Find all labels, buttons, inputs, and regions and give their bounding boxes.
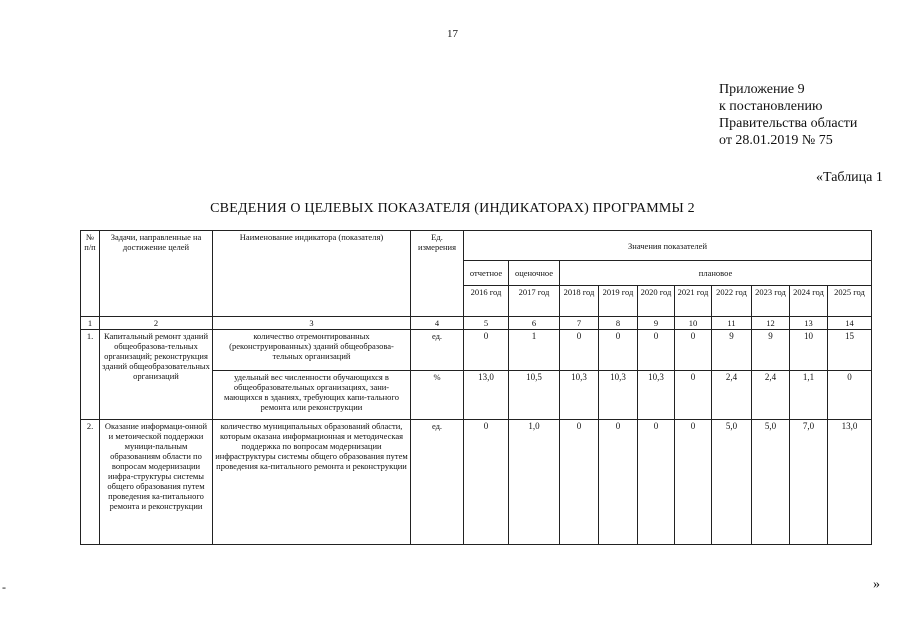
- value-cell: 0: [464, 420, 509, 545]
- indicator-name: удельный вес численности обучающихся в общеобразовательных организациях, зани-мающихся в зданиях, требующих капи-тального ремонта или реконструкции: [213, 371, 411, 420]
- header-unit: Ед. измерения: [411, 231, 464, 317]
- appendix-line: Правительства области: [719, 116, 858, 131]
- closing-quote: »: [873, 577, 880, 592]
- column-number: 11: [712, 317, 752, 330]
- year-header: 2022 год: [712, 286, 752, 317]
- unit-cell: %: [411, 371, 464, 420]
- row-number: 1.: [81, 330, 100, 420]
- value-cell: 2,4: [752, 371, 790, 420]
- appendix-line: от 28.01.2019 № 75: [719, 133, 833, 148]
- year-header: 2018 год: [560, 286, 599, 317]
- value-cell: 13,0: [828, 420, 872, 545]
- value-cell: 9: [752, 330, 790, 371]
- header-num: № п/п: [81, 231, 100, 317]
- column-number: 8: [599, 317, 638, 330]
- value-cell: 5,0: [712, 420, 752, 545]
- year-header: 2020 год: [638, 286, 675, 317]
- header-indicator: Наименование индикатора (показателя): [213, 231, 411, 317]
- column-number: 7: [560, 317, 599, 330]
- margin-dash: -: [2, 580, 6, 594]
- header-planned: плановое: [560, 261, 872, 286]
- value-cell: 13,0: [464, 371, 509, 420]
- value-cell: 1,0: [509, 420, 560, 545]
- value-cell: 15: [828, 330, 872, 371]
- task-text: Оказание информаци-онной и метоической поддержки муници-пальным образованиям области по вопросам модернизации инфра-структуры системы общего образования путем проведения ка-питального ремонта и реконструкции: [100, 420, 213, 545]
- table-row: [81, 420, 872, 545]
- column-number: 5: [464, 317, 509, 330]
- indicator-name: количество отремонтированных (реконструированных) зданий общеобразова-тельных организаций: [213, 330, 411, 371]
- indicators-table: [80, 230, 872, 545]
- value-cell: 1: [509, 330, 560, 371]
- column-number: 14: [828, 317, 872, 330]
- column-number: 6: [509, 317, 560, 330]
- header-reported: отчетное: [464, 261, 509, 286]
- header-values: Значения показателей: [464, 231, 872, 261]
- column-number: 2: [100, 317, 213, 330]
- appendix-line: Приложение 9: [719, 82, 805, 97]
- value-cell: 10,3: [638, 371, 675, 420]
- document-title: СВЕДЕНИЯ О ЦЕЛЕВЫХ ПОКАЗАТЕЛЯ (ИНДИКАТОРАХ) ПРОГРАММЫ 2: [210, 201, 695, 216]
- value-cell: 9: [712, 330, 752, 371]
- value-cell: 0: [675, 330, 712, 371]
- appendix-block: [719, 81, 857, 149]
- header-estimated: оценочное: [509, 261, 560, 286]
- value-cell: 10,3: [560, 371, 599, 420]
- value-cell: 0: [828, 371, 872, 420]
- value-cell: 1,1: [790, 371, 828, 420]
- year-header: 2024 год: [790, 286, 828, 317]
- unit-cell: ед.: [411, 330, 464, 371]
- appendix-line: к постановлению: [719, 99, 823, 114]
- value-cell: 0: [599, 330, 638, 371]
- indicator-name: количество муниципальных образований области, которым оказана информационная и методическая поддержка по вопросам модернизации инфраструктуры системы общего образования путем проведения ка-питального ремонта и реконструкции: [213, 420, 411, 545]
- row-number: 2.: [81, 420, 100, 545]
- unit-cell: ед.: [411, 420, 464, 545]
- page-number: 17: [447, 28, 458, 40]
- table-row: [81, 330, 872, 371]
- value-cell: 0: [464, 330, 509, 371]
- value-cell: 0: [560, 330, 599, 371]
- value-cell: 0: [638, 420, 675, 545]
- year-header: 2016 год: [464, 286, 509, 317]
- value-cell: 7,0: [790, 420, 828, 545]
- column-number: 3: [213, 317, 411, 330]
- value-cell: 0: [560, 420, 599, 545]
- value-cell: 2,4: [712, 371, 752, 420]
- header-task: Задачи, направленные на достижение целей: [100, 231, 213, 317]
- value-cell: 0: [599, 420, 638, 545]
- table-tag: «Таблица 1: [816, 170, 883, 185]
- value-cell: 0: [675, 371, 712, 420]
- value-cell: 10,5: [509, 371, 560, 420]
- year-header: 2023 год: [752, 286, 790, 317]
- column-number: 12: [752, 317, 790, 330]
- column-number: 4: [411, 317, 464, 330]
- year-header: 2025 год: [828, 286, 872, 317]
- value-cell: 0: [638, 330, 675, 371]
- year-header: 2019 год: [599, 286, 638, 317]
- column-number: 13: [790, 317, 828, 330]
- value-cell: 10: [790, 330, 828, 371]
- column-number: 1: [81, 317, 100, 330]
- value-cell: 10,3: [599, 371, 638, 420]
- year-header: 2021 год: [675, 286, 712, 317]
- value-cell: 0: [675, 420, 712, 545]
- column-number: 9: [638, 317, 675, 330]
- year-header: 2017 год: [509, 286, 560, 317]
- task-text: Капитальный ремонт зданий общеобразова-тельных организаций; реконструкция зданий общеобразовательных организаций: [100, 330, 213, 420]
- value-cell: 5,0: [752, 420, 790, 545]
- column-number: 10: [675, 317, 712, 330]
